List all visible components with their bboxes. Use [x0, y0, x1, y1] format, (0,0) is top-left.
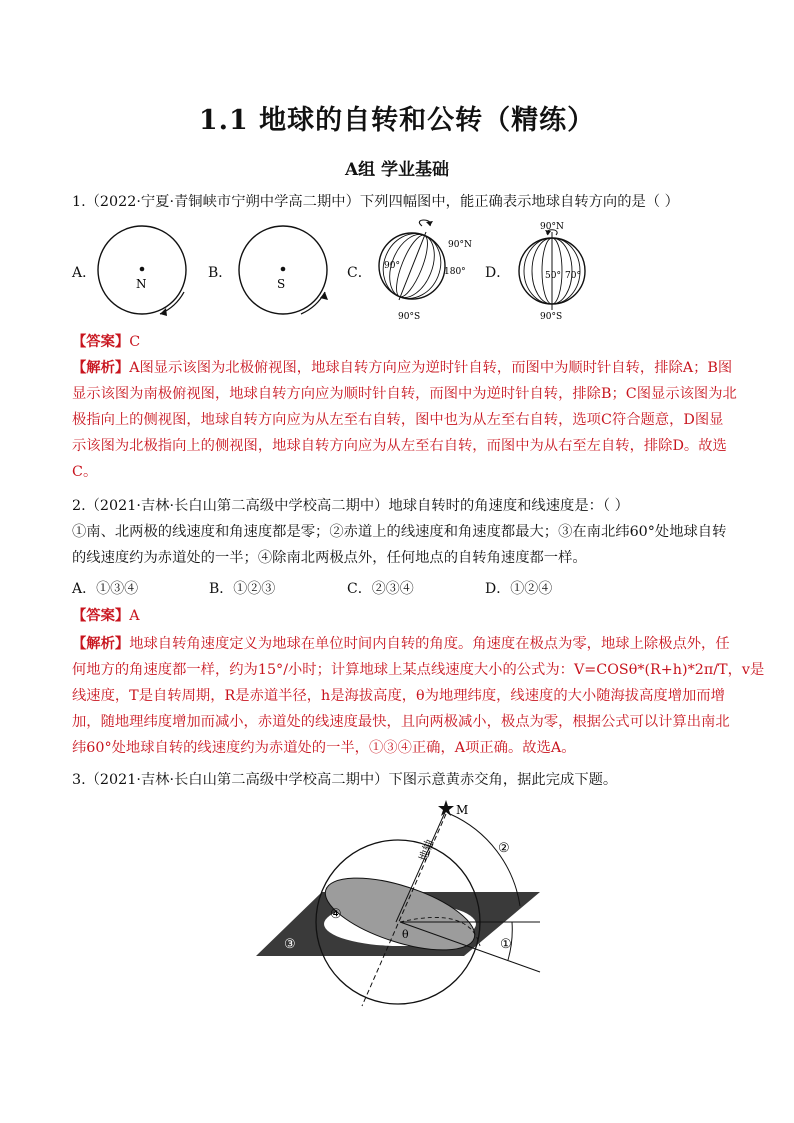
- fig-d-south-label: 90°S: [540, 312, 563, 322]
- q1-option-c: C．: [347, 265, 372, 281]
- q3-label-1: ①: [500, 937, 512, 952]
- q2-analysis-line-1: 【解析】地球自转角速度定义为地球在单位时间内自转的角度。角速度在极点为零，地球上除极点外，任: [72, 636, 730, 652]
- fig-d-north-label: 90°N: [540, 222, 564, 232]
- analysis-tag: 【解析】: [72, 636, 130, 652]
- q2-analysis-line-2: 何地方的角速度都一样，约为15°/小时；计算地球上某点线速度大小的公式为：V=COSθ*(R+h)*2π/T，v是: [72, 662, 765, 678]
- answer-tag: 【答案】: [72, 608, 130, 624]
- q2-answer: [72, 606, 722, 626]
- q2-analysis-line-4: 加，随地理纬度增加而减小，赤道处的线速度最快，且向两极减小，极点为零，根据公式可以计算出南北: [72, 714, 730, 730]
- q2-analysis-line-5: 纬60°处地球自转的线速度约为赤道处的一半，①③④正确，A项正确。故选A。: [72, 740, 576, 756]
- q1-analysis-line-5: C。: [72, 464, 98, 480]
- q2-option-a: A．①③④: [72, 581, 139, 597]
- q3-label-4: ④: [330, 907, 342, 922]
- page-title: 1.1 地球的自转和公转（精练）: [198, 105, 596, 136]
- q1-option-d: D．: [485, 265, 511, 281]
- q1-option-a: A．: [72, 265, 97, 281]
- q1-answer: [72, 332, 722, 352]
- answer-value: A: [129, 608, 140, 624]
- q3-stem: 3.（2021·吉林·长白山第二高级中学校高二期中）下图示意黄赤交角，据此完成下题。: [72, 772, 618, 788]
- fig-a-north-label: N: [136, 277, 147, 291]
- fig-c-right-label: 180°: [444, 267, 466, 277]
- q3-star-label: M: [456, 803, 469, 817]
- q2-analysis-line-3: 线速度，T是自转周期，R是赤道半径，h是海拔高度，θ为地理纬度，线速度的大小随海拔高度增加而增: [72, 688, 725, 704]
- q2-option-b: B．①②③: [209, 581, 276, 597]
- answer-tag: 【答案】: [72, 334, 130, 350]
- q3-figure-obliquity: [250, 796, 550, 1016]
- answer-value: C: [129, 334, 141, 350]
- q2-stem: 2.（2021·吉林·长白山第二高级中学校高二期中）地球自转时的角速度和线速度是：（ ）: [72, 498, 629, 514]
- q3-theta-label: θ: [402, 928, 409, 941]
- q2-option-c: C．②③④: [347, 581, 414, 597]
- q2-option-d: D．①②④: [485, 581, 553, 597]
- fig-c-left-label: 90°: [384, 261, 400, 271]
- fig-b-south-label: S: [277, 277, 286, 291]
- fig-d-right-label: 70°: [565, 271, 581, 281]
- q1-figure-a: [94, 222, 194, 322]
- q1-option-b: B．: [208, 265, 233, 281]
- fig-c-north-label: 90°N: [448, 240, 472, 250]
- q1-figure-c: [372, 216, 482, 326]
- q2-body-line-2: 的线速度约为赤道处的一半；④除南北两极点外，任何地点的自转角速度都一样。: [72, 550, 587, 566]
- q3-label-3: ③: [284, 937, 296, 952]
- fig-c-south-label: 90°S: [398, 312, 421, 322]
- q1-figure-b: [235, 222, 335, 322]
- q1-analysis-line-1: 【解析】A图显示该图为北极俯视图，地球自转方向应为逆时针自转，而图中为顺时针自转，排除A；B图: [72, 360, 733, 376]
- star-icon: [438, 800, 454, 816]
- q2-body-line-1: ①南、北两极的线速度和角速度都是零；②赤道上的线速度和角速度都最大；③在南北纬60°处地球自转: [72, 524, 727, 540]
- q3-label-2: ②: [498, 841, 510, 856]
- q1-analysis-line-2: 显示该图为南极俯视图，地球自转方向应为顺时针自转，而图中为逆时针自转，排除B；C图显示该图为北: [72, 386, 737, 402]
- q1-analysis-line-3: 极指向上的侧视图，地球自转方向应为从左至右自转，图中也为从左至右自转，选项C符合题意，D图显: [72, 412, 724, 428]
- section-heading: A组 学业基础: [344, 160, 450, 180]
- q3-axis-label: 地轴: [416, 837, 437, 864]
- fig-d-left-label: 50°: [545, 271, 561, 281]
- q1-stem: 1.（2022·宁夏·青铜峡市宁朔中学高二期中）下列四幅图中，能正确表示地球自转方向的是（ ）: [72, 194, 679, 210]
- q1-figure-d: [512, 216, 602, 326]
- q1-analysis-line-4: 示该图为北极指向上的侧视图，地球自转方向应为从左至右自转，而图中为从右至左自转，排除D。故选: [72, 438, 727, 454]
- analysis-tag: 【解析】: [72, 360, 130, 376]
